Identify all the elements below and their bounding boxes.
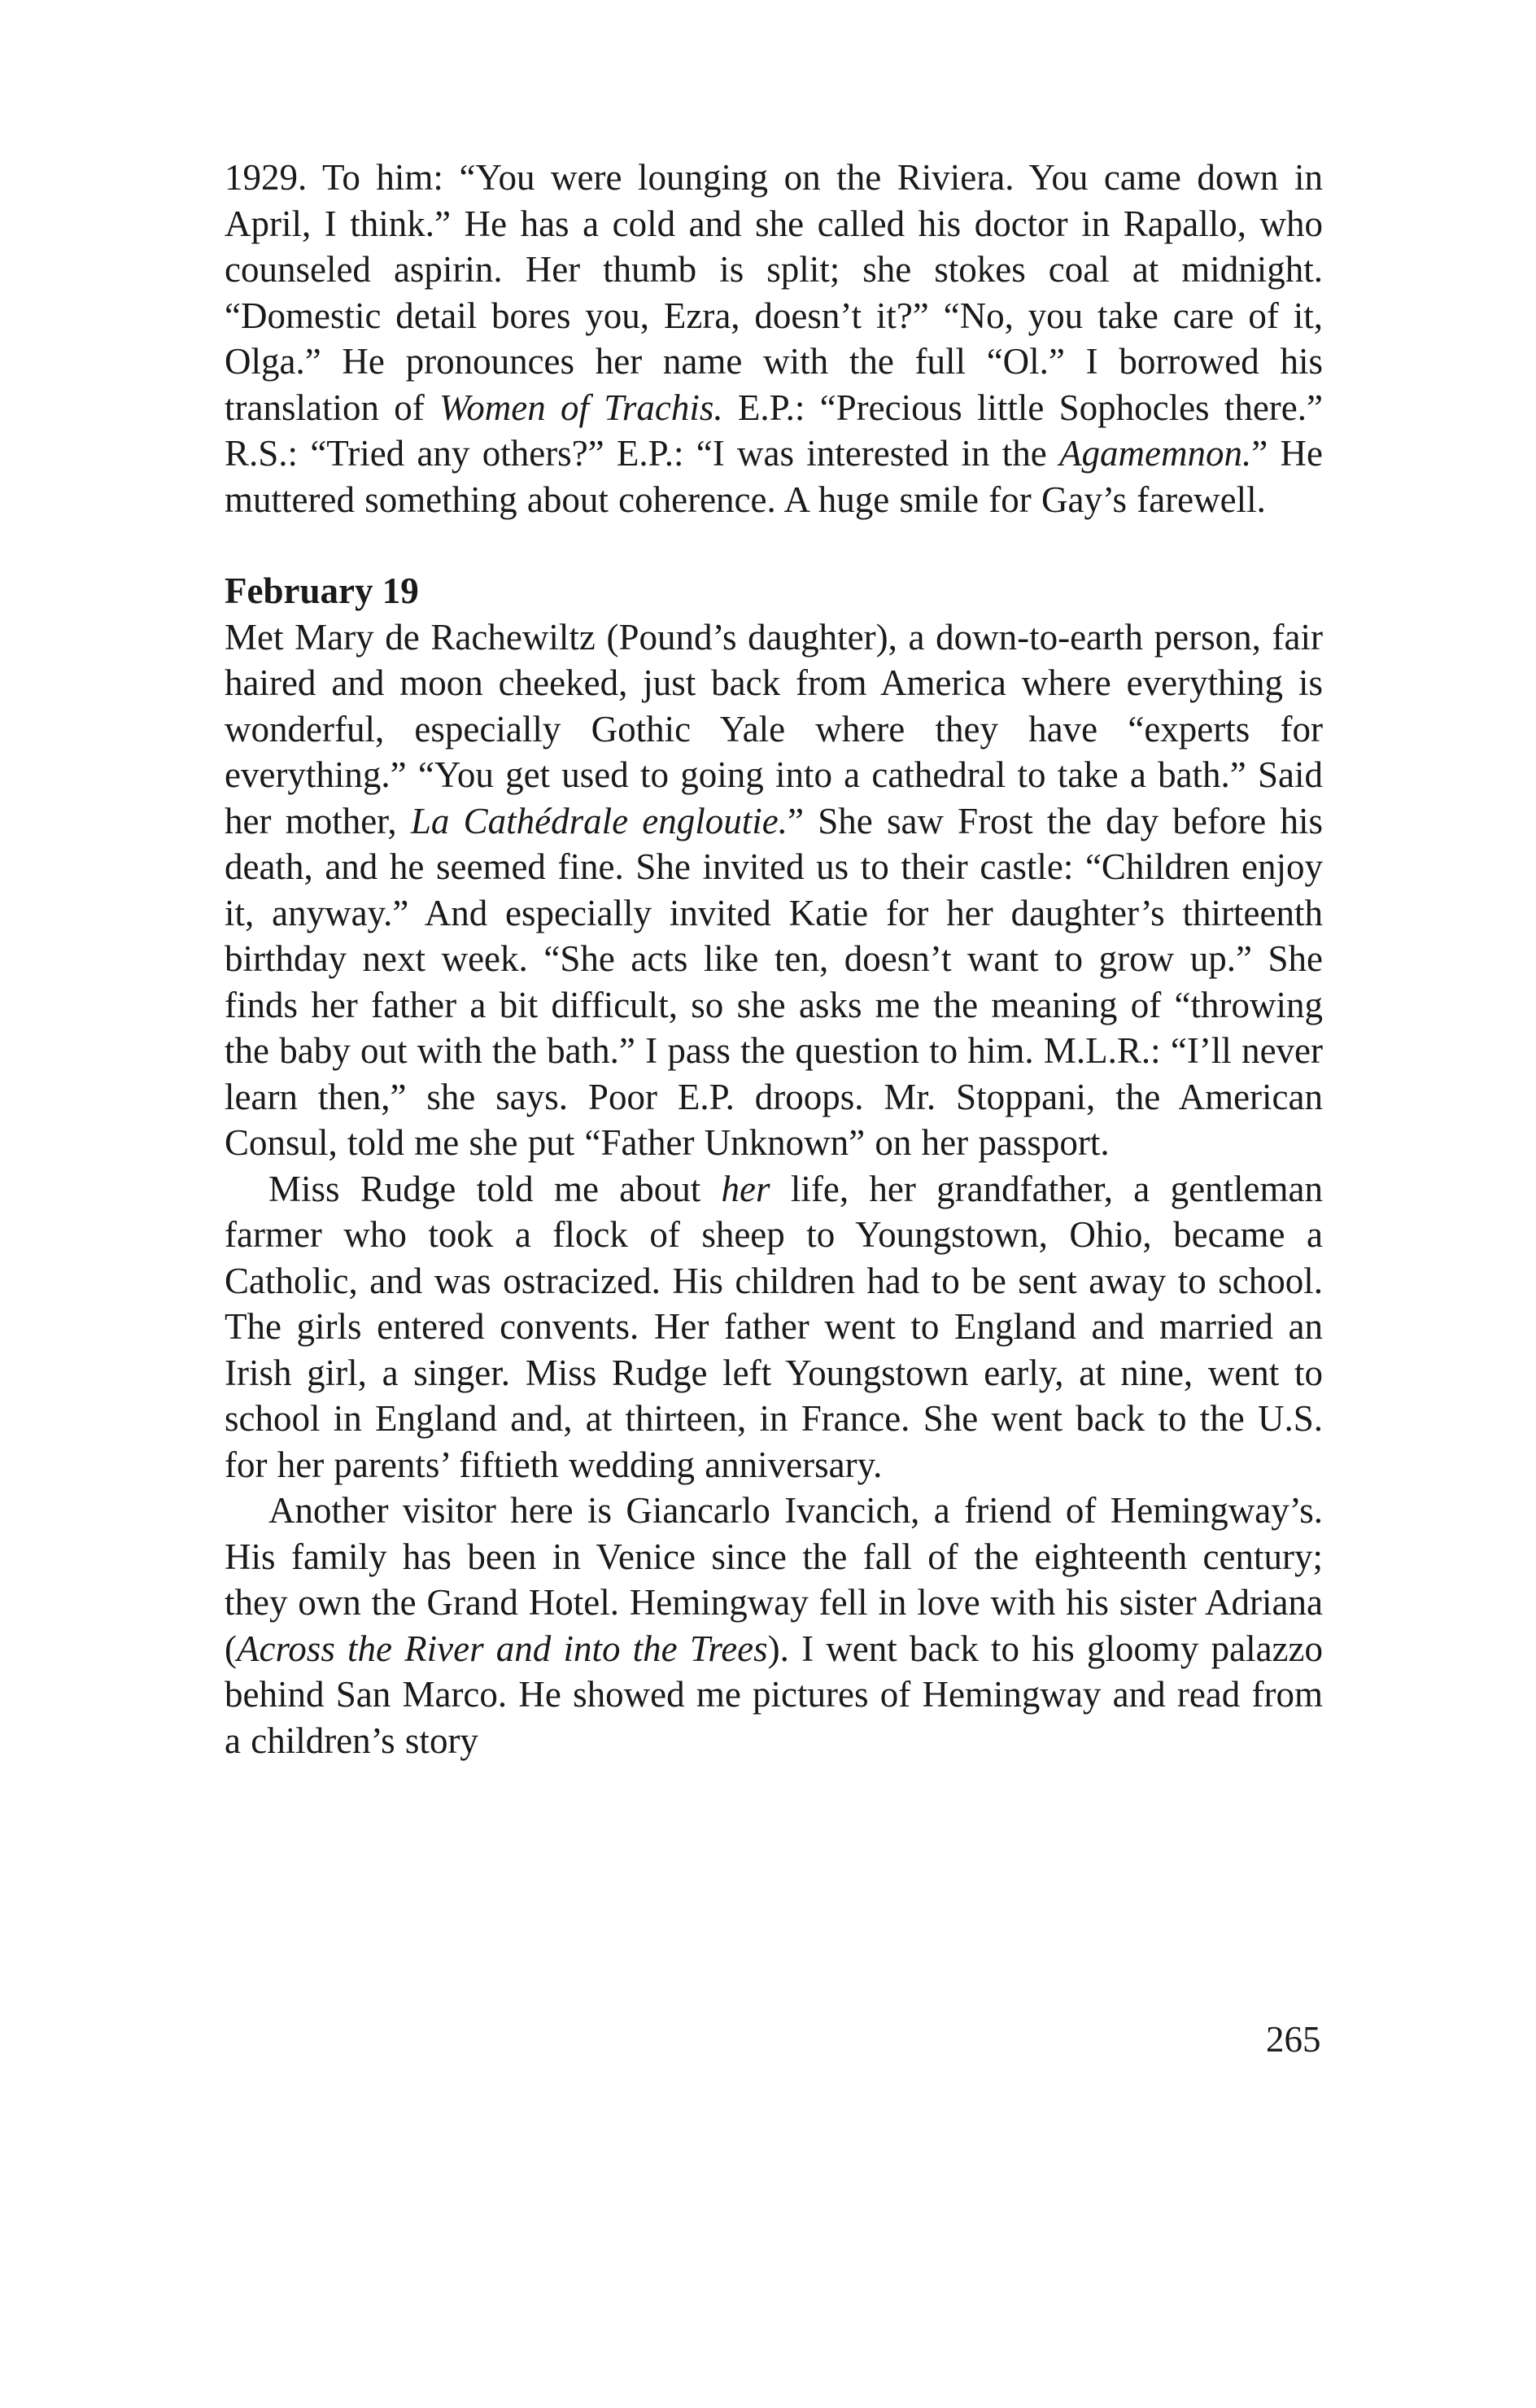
continued-paragraph: [225, 155, 1323, 522]
italic-title-segment: La Cathédrale engloutie.: [410, 800, 788, 841]
paragraph-miss-rudge: [225, 1166, 1323, 1488]
entry-date-heading: February 19: [225, 570, 419, 611]
text-segment: E.P.: “Precious little Sophocles there.” R.S.: “Tried any others?” E.P.: “I was interested in the: [225, 387, 1323, 474]
italic-title-segment: Across the River and into the Trees: [237, 1628, 768, 1669]
italic-title-segment: Women of Trachis.: [439, 387, 723, 428]
text-segment: ). I went back to his gloomy palazzo behind San Marco. He showed me pictures of Hemingway and read from a children’s story: [225, 1628, 1323, 1761]
page-number: 265: [1266, 2019, 1321, 2060]
text-segment: 1929. To him: “You were lounging on the Riviera. You came down in April, I think.” He has a cold and she called his doctor in Rapallo, who counseled aspirin. Her thumb is split; she stokes coal at midnight. “Domestic detail bores you, Ezra, doesn’t it?” “No, you take care of it, Olga.” He pronounces her name with the full “Ol.” I borrowed his translation of: [225, 157, 1323, 428]
text-segment: Another visitor here is Giancarlo Ivancich, a friend of Hemingway’s. His family has been in Venice since the fall of the eighteenth century; they own the Grand Hotel. Hemingway fell in love with his sister Adriana (: [225, 1490, 1323, 1669]
italic-emphasis-segment: her: [721, 1168, 770, 1209]
paragraph-giancarlo-ivancich: [225, 1488, 1323, 1763]
text-segment: ” She saw Frost the day before his death, and he seemed fine. She invited us to their castle: “Children enjoy it, anyway.” And especially invited Katie for her daughter’s thirteenth birthday next week. “She acts like ten, doesn’t want to grow up.” She finds her father a bit difficult, so she asks me the meaning of “throwing the baby out with the bath.” I pass the question to him. M.L.R.: “I’ll never learn then,” she says. Poor E.P. droops. Mr. Stoppani, the American Consul, told me she put “Father Unknown” on her passport.: [225, 800, 1323, 1163]
text-segment: Miss Rudge told me about: [268, 1168, 722, 1209]
italic-title-segment: Agamemnon.: [1059, 433, 1252, 474]
paragraph-mary-de-rachewiltz: [225, 614, 1323, 1166]
page-body: [225, 155, 1323, 1763]
text-segment: ” He muttered something about coherence. A huge smile for Gay’s farewell.: [225, 433, 1323, 520]
text-segment: Met Mary de Rachewiltz (Pound’s daughter), a down-to-earth person, fair haired and moon cheeked, just back from America where everything is wonderful, especially Gothic Yale where they have “experts for everything.” “You get used to going into a cathedral to take a bath.” Said her mother,: [225, 616, 1323, 841]
text-segment: life, her grandfather, a gentleman farmer who took a flock of sheep to Youngstown, Ohio, became a Catholic, and was ostracized. His children had to be sent away to school. The girls entered convents. Her father went to England and married an Irish girl, a singer. Miss Rudge left Youngstown early, at nine, went to school in England and, at thirteen, in France. She went back to the U.S. for her parents’ fiftieth wedding anniversary.: [225, 1168, 1323, 1485]
